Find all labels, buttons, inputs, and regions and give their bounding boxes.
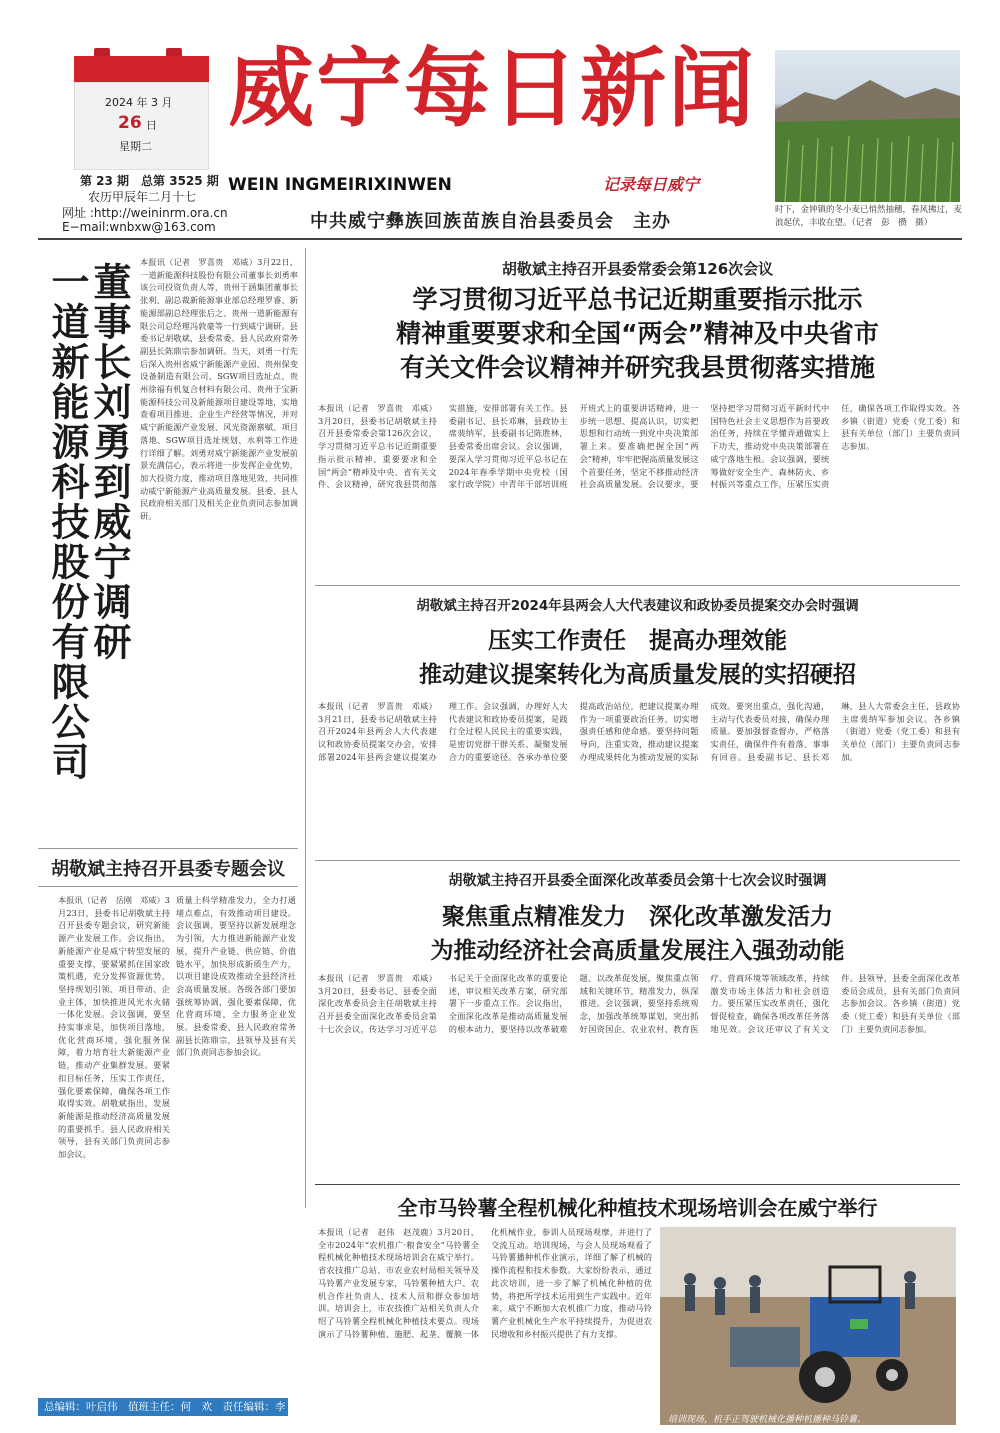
left-story2-body-col2: 质量上科学精准发力，全力打通堵点难点，有效推动项目建设。会议强调，要坚持以新发展理念为引领，大力推进新能源产业发展，提升产业链、供应链、价值链水平，加快形成新质生产力，以项目建设成效推动全县经济社会高质量发展。各级各部门要加强统筹协调，强化要素保障，优化营商环境，全力服务企业发展。县委常委、县人民政府常务副县长陈鼎宗，县领导及县有关部门负责同志参加会议。 [176, 895, 296, 1058]
tractor-photo [660, 1227, 956, 1425]
story-top-headline-line1: 学习贯彻习近平总书记近期重要指示批示 [412, 285, 863, 314]
story-mid-body: 本报讯（记者 罗喜贵 邓威）3月21日，县委书记胡敬斌主持召开2024年县两会人大代表建议和政协委员提案交办会，安排部署2024年县两会建议提案办理工作。会议强调，办理好人大代表建议和政协委员提案，是践行全过程人民民主的重要实践，是密切党群干群关系、凝聚发展合力的重要途径。各承办单位要提高政治站位，把建议提案办理作为一项重要政治任务，切实增强责任感和使命感。要坚持问题导向，注重实效，推动建议提案办理成果转化为推动发展的实际成效。要突出重点，强化沟通，主动与代表委员对接，确保办理质量。要加强督查督办，严格落实责任，确保件件有着落、事事有回音。县委副书记、县长邓琳，县人大常委会主任，县政协主席裴纳军参加会议。各乡镇（街道）党委（党工委）和县有关单位（部门）主要负责同志参加。 [318, 701, 960, 762]
section-divider [38, 848, 298, 849]
email: E−mail:wnbxw@163.com [62, 220, 216, 234]
story-low-headline-line1: 聚焦重点精准发力 深化改革激发活力 [442, 904, 833, 930]
wheat-field-photo [775, 50, 960, 202]
section-divider [315, 585, 960, 586]
newspaper-pinyin: WEIN INGMEIRIXINWEN [228, 175, 452, 195]
photo-caption: 时下，金钟镇的冬小麦已悄然抽穗，春风拂过，麦浪起伏，丰收在望。（记者 彭 攒 摄） [775, 205, 963, 228]
vertical-headline-col2: 董事长刘勇到威宁调研 [87, 262, 131, 662]
story-top-kicker: 胡敬斌主持召开县委常委会第126次会议 [501, 260, 774, 278]
story-top-body: 本报讯（记者 罗喜贵 邓威）3月20日，县委书记胡敬斌主持召开县委常委会第126次会议，学习贯彻习近平总书记近期重要指示批示精神、重要要求和全国“两会”精神及中央、省有关文件、会议精神，研究我县贯彻落实措施，安排部署有关工作。县委副书记、县长邓琳，县政协主席裴纳军，县委副书记陈胜林，县委常委出席会议。会议强调，要深入学习贯彻习近平总书记在2024年春季学期中央党校（国家行政学院）中青年干部培训班开班式上的重要讲话精神，进一步统一思想、提高认识，切实把思想和行动统一到党中央决策部署上来。要准确把握全国“两会”精神，牢牢把握高质量发展这个首要任务，坚定不移推动经济社会高质量发展。会议要求，要坚持把学习贯彻习近平新时代中国特色社会主义思想作为首要政治任务，持续在学懂弄通做实上下功夫，推动党中央决策部署在威宁落地生根。会议强调，要统筹做好安全生产、森林防火、乡村振兴等重点工作，压紧压实责任，确保各项工作取得实效。各乡镇（街道）党委（党工委）和县有关单位（部门）主要负责同志参加。 [318, 403, 960, 490]
newspaper-title: 威宁每日新闻 [228, 38, 756, 139]
website: 网址 :http://weininrm.ora.cn [62, 206, 228, 220]
left-story2-body-col1: 本报讯（记者 岳刚 邓威）3月23日，县委书记胡敬斌主持召开县委专题会议，研究新能源产业发展工作。会议指出，新能源产业是威宁转型发展的重要支撑，要紧紧抓住国家政策机遇，充分发挥资源优势，坚持规划引领、项目带动、企业主体，加快推进风光水火储一体化发展。会议强调，要坚持实事求是，加快项目落地，优化营商环境，强化服务保障，着力培育壮大新能源产业链，推动产业集群发展。要紧扣目标任务，压实工作责任，强化要素保障，确保各项工作取得实效。胡敬斌指出，发展新能源是推动经济高质量发展的重要抓手。县人民政府相关领导，县有关部门负责同志参加会议。 [58, 895, 170, 1160]
story-low-kicker: 胡敬斌主持召开县委全面深化改革委员会第十七次会议时强调 [448, 873, 827, 889]
tractor-photo-caption: 培训现场，机手正驾驶机械化播种机播种马铃薯。 [668, 1415, 867, 1425]
date-day: 26 [118, 113, 142, 133]
section-divider [38, 886, 298, 887]
story-bottom-body: 本报讯（记者 赵伟 赵茂鹿）3月20日，全市2024年“农机推广·粮食安全”马铃薯全程机械化种植技术现场培训会在威宁举行。省农技推广总站、市农业农村局相关领导及马铃薯产业发展专家，马铃薯种植大户、农机合作社负责人、技术人员和群众参加培训。培训会上，市农技推广站相关负责人介绍了马铃薯全程机械化种植技术要点。现场演示了马铃薯种植、施肥、起垄、覆膜一体化机械作业，参训人员现场观摩，并进行了交流互动。培训现场，与会人员现场观看了马铃薯播种机作业演示，详细了解了机械的操作流程和技术参数。大家纷纷表示，通过此次培训，进一步了解了机械化种植的优势，将把所学技术运用到生产实践中。近年来，威宁不断加大农机推广力度，推动马铃薯产业机械化生产水平持续提升，为促进农民增收和乡村振兴提供了有力支撑。 [318, 1227, 652, 1339]
issue-number: 第 23 期 总第 3525 期 [80, 174, 219, 188]
date-year-month: 2024 年 3 月 [105, 96, 173, 109]
weekday: 星期二 [119, 140, 152, 153]
story-mid-kicker: 胡敬斌主持召开2024年县两会人大代表建议和政协委员提案交办会时强调 [416, 598, 859, 614]
editor-credits: 总编辑：叶启伟 值班主任：何 欢 责任编辑：李玉荣 [38, 1398, 288, 1416]
left-story1-body: 本报讯（记者 罗喜贵 邓威）3月22日，一道新能源科技股份有限公司董事长刘勇率该公司投资负责人等，贵州于涵集团董事长张利、副总裁新能源事业部总经理罗睿、新能源部副总经理张后之、贵州一道新能源有限公司总经理冯敦豪等一行到威宁调研。县委书记胡敬斌，县委常委、县人民政府常务副县长陈鼎宗参加调研。当天，刘勇一行先后深入贵州省威宁新能源产业园、贵州保变设备制造有限公司、SGW项目选址点、贵州徐福有机复合材料有限公司、贵州于宝新能源科技公司及新能源项目建设等地，实地查看项目推进、企业生产经营等情况，并对威宁新能源产业发展、风光资源禀赋、项目落地、SGW项目选址规划、水利等工作进行详细了解。刘勇对威宁新能源产业发展前景充满信心，表示将进一步发挥企业优势，加大投资力度，推动项目落地见效，共同推动威宁新能源产业高质量发展。县委、县人民政府相关部门及相关企业负责同志参加调研。 [140, 257, 298, 522]
story-top-headline-line3: 有关文件会议精神并研究我县贯彻落实措施 [399, 353, 875, 382]
section-divider [315, 860, 960, 861]
story-mid-headline-line2: 推动建议提案转化为高质量发展的实招硬招 [419, 662, 856, 688]
left-story2-headline: 胡敬斌主持召开县委专题会议 [51, 859, 285, 880]
masthead-divider [38, 238, 962, 240]
newspaper-sponsor: 中共威宁彝族回族苗族自治县委员会 主办 [310, 211, 671, 232]
date-day-unit: 日 [146, 119, 157, 132]
story-low-headline-line2: 为推动经济社会高质量发展注入强劲动能 [430, 938, 845, 964]
calendar-icon [74, 56, 209, 82]
story-low-body: 本报讯（记者 罗喜贵 邓威）3月20日，县委书记、县委全面深化改革委员会主任胡敬斌主持召开县委全面深化改革委员会第十七次会议，传达学习习近平总书记关于全面深化改革的重要论述，审议相关改革方案，研究部署下一步重点工作。会议指出，全面深化改革是推动高质量发展的根本动力，要坚持以改革破难题、以改革促发展，聚焦重点领域和关键环节，精准发力，纵深推进。会议强调，要坚持系统观念，加强改革统筹谋划，突出抓好国资国企、农业农村、教育医疗、营商环境等领域改革，持续激发市场主体活力和社会创造力。要压紧压实改革责任，强化督促检查，确保各项改革任务落地见效。会议还审议了有关文件。县领导，县委全面深化改革委员会成员，县有关部门负责同志参加会议。各乡镇（街道）党委（党工委）和县有关单位（部门）主要负责同志参加。 [318, 973, 960, 1034]
newspaper-slogan: 记录每日威宁 [603, 175, 700, 194]
story-bottom-headline: 全市马铃薯全程机械化种植技术现场培训会在威宁举行 [397, 1196, 878, 1220]
story-mid-headline-line1: 压实工作责任 提高办理效能 [488, 628, 787, 654]
vertical-headline-col1: 一道新能源科技股份有限公司 [45, 262, 89, 782]
story-top-headline-line2: 精神重要要求和全国“两会”精神及中央省市 [396, 319, 879, 348]
column-divider [305, 248, 306, 1208]
lunar-date: 农历甲辰年二月十七 [88, 190, 197, 204]
section-divider [315, 1184, 960, 1185]
